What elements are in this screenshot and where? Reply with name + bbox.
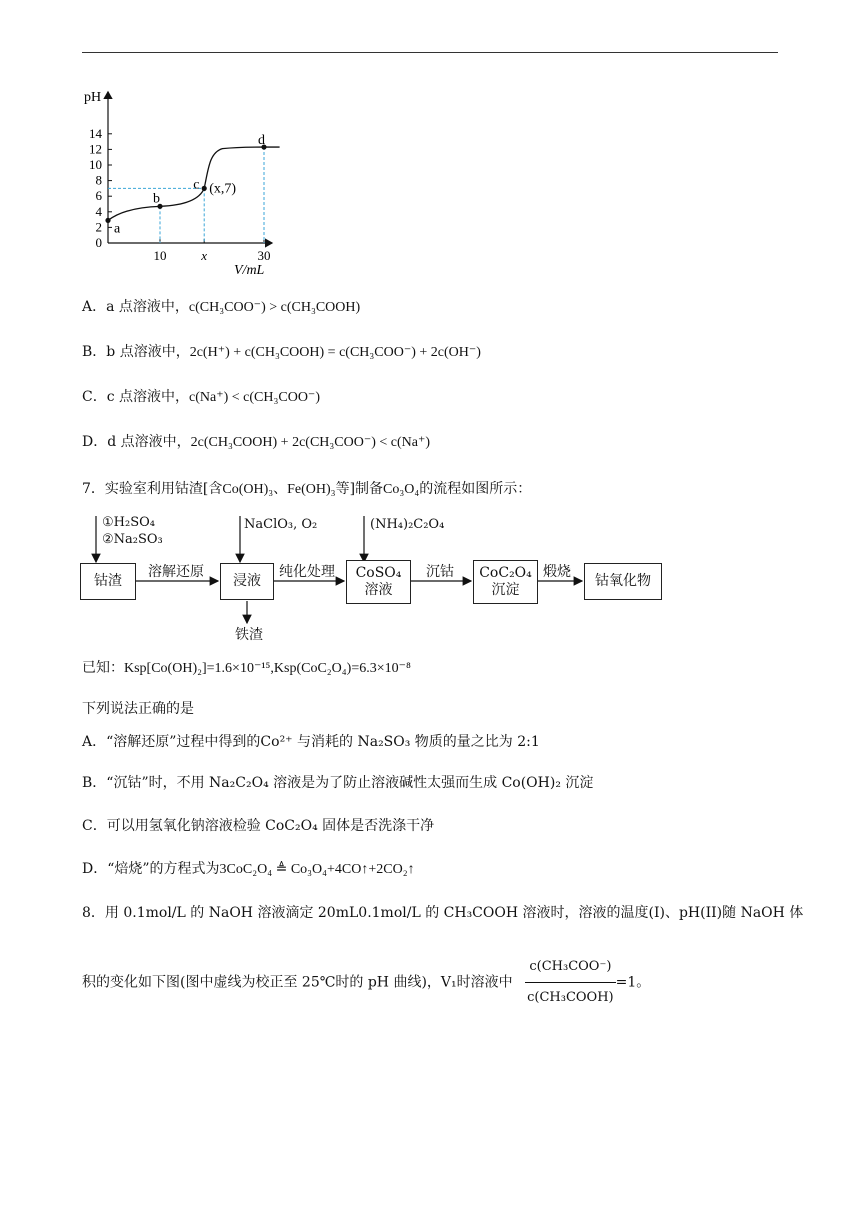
step-calcine: 煅烧	[543, 564, 571, 580]
y-tick-label: 4	[95, 203, 102, 219]
box-cobalt-slag: 钴渣	[80, 563, 136, 600]
step-precipitate: 沉钴	[426, 564, 454, 580]
point-label-d: d	[258, 133, 265, 149]
box-coso4-solution: CoSO₄ 溶液	[346, 560, 411, 604]
q6-option-b: B．b 点溶液中，2c(H⁺) + c(CH₃COOH) = c(CH₃COO⁻) + 2c(OH⁻)	[82, 344, 481, 360]
step-dissolve-reduce: 溶解还原	[148, 564, 204, 580]
box-coc2o4-precipitate: CoC₂O₄ 沉淀	[473, 560, 538, 604]
x-tick-label: 10	[153, 248, 167, 263]
y-tick-label: 2	[95, 219, 102, 235]
point-a	[105, 218, 110, 223]
q7-option-b: B．“沉钴”时，不用 Na₂C₂O₄ 溶液是为了防止溶液碱性太强而生成 Co(OH)₂ 沉淀	[82, 775, 594, 791]
step-purify: 纯化处理	[279, 564, 335, 580]
q8-line-1: 8．用 0.1mol/L 的 NaOH 溶液滴定 20mL0.1mol/L 的 CH₃COOH 溶液时，溶液的温度(I)、pH(II)随 NaOH 体	[82, 905, 804, 921]
q6-option-d: D．d 点溶液中，2c(CH₃COOH) + 2c(CH₃COO⁻) < c(Na⁺)	[82, 434, 431, 450]
titration-chart	[70, 82, 290, 282]
q7-stem: 7．实验室利用钴渣[含Co(OH)₃、Fe(OH)₃等]制备Co₃O₄的流程如图所示：	[82, 481, 532, 497]
q7-known: 已知：Ksp[Co(OH)₂]=1.6×10⁻¹⁵,Ksp(CoC₂O₄)=6.3×10⁻⁸	[82, 660, 411, 676]
q6-option-c: C．c 点溶液中，c(Na⁺) < c(CH₃COO⁻)	[82, 389, 320, 405]
point-c	[202, 186, 207, 191]
q7-option-a: A．“溶解还原”过程中得到的Co²⁺ 与消耗的 Na₂SO₃ 物质的量之比为 2:1	[82, 734, 540, 750]
x-axis-label: V/mL	[234, 263, 265, 278]
q7-option-c: C．可以用氢氧化钠溶液检验 CoC₂O₄ 固体是否洗涤干净	[82, 818, 435, 834]
reagent-2: NaClO₃, O₂	[244, 517, 318, 532]
point-label-a: a	[114, 221, 121, 237]
point-annotation-c: (x,7)	[209, 181, 237, 197]
y-tick-label: 14	[89, 125, 102, 141]
reagent-1: ①H₂SO₄ ②Na₂SO₃	[102, 515, 163, 547]
y-axis-label: pH	[84, 90, 102, 105]
y-tick-label: 0	[95, 235, 102, 250]
y-tick-label: 10	[89, 157, 102, 172]
q7-ask: 下列说法正确的是	[82, 701, 194, 717]
header-rule	[82, 52, 778, 53]
box-cobalt-oxide: 钴氧化物	[584, 563, 662, 600]
reagent-3: (NH₄)₂C₂O₄	[370, 517, 445, 532]
box-leachate: 浸液	[220, 563, 274, 600]
y-tick-label: 6	[95, 188, 102, 204]
point-label-c: c	[193, 177, 200, 193]
y-tick-label: 8	[95, 172, 102, 188]
q8-line-2: 积的变化如下图(图中虚线为校正至 25℃时的 pH 曲线)，V₁时溶液中 $\frac{\text{c(CH₃COO⁻)}}{\text{c(CH₃COOH)}}$ =1。	[82, 953, 650, 1012]
q6-option-a: A．a 点溶液中，c(CH₃COO⁻) > c(CH₃COOH)	[82, 299, 361, 315]
x-tick-label: 30	[257, 248, 271, 263]
y-tick-label: 12	[89, 141, 102, 157]
byproduct-iron-slag: 铁渣	[235, 627, 263, 643]
concentration-ratio: $\frac{\text{c(CH₃COO⁻)}}{\text{c(CH₃COOH)}}$	[525, 953, 616, 1012]
point-label-b: b	[153, 191, 160, 207]
q7-option-d: D．“焙烧”的方程式为3CoC₂O₄ ≜ Co₃O₄+4CO↑+2CO₂↑	[82, 861, 415, 877]
x-tick-label: x	[201, 248, 208, 263]
